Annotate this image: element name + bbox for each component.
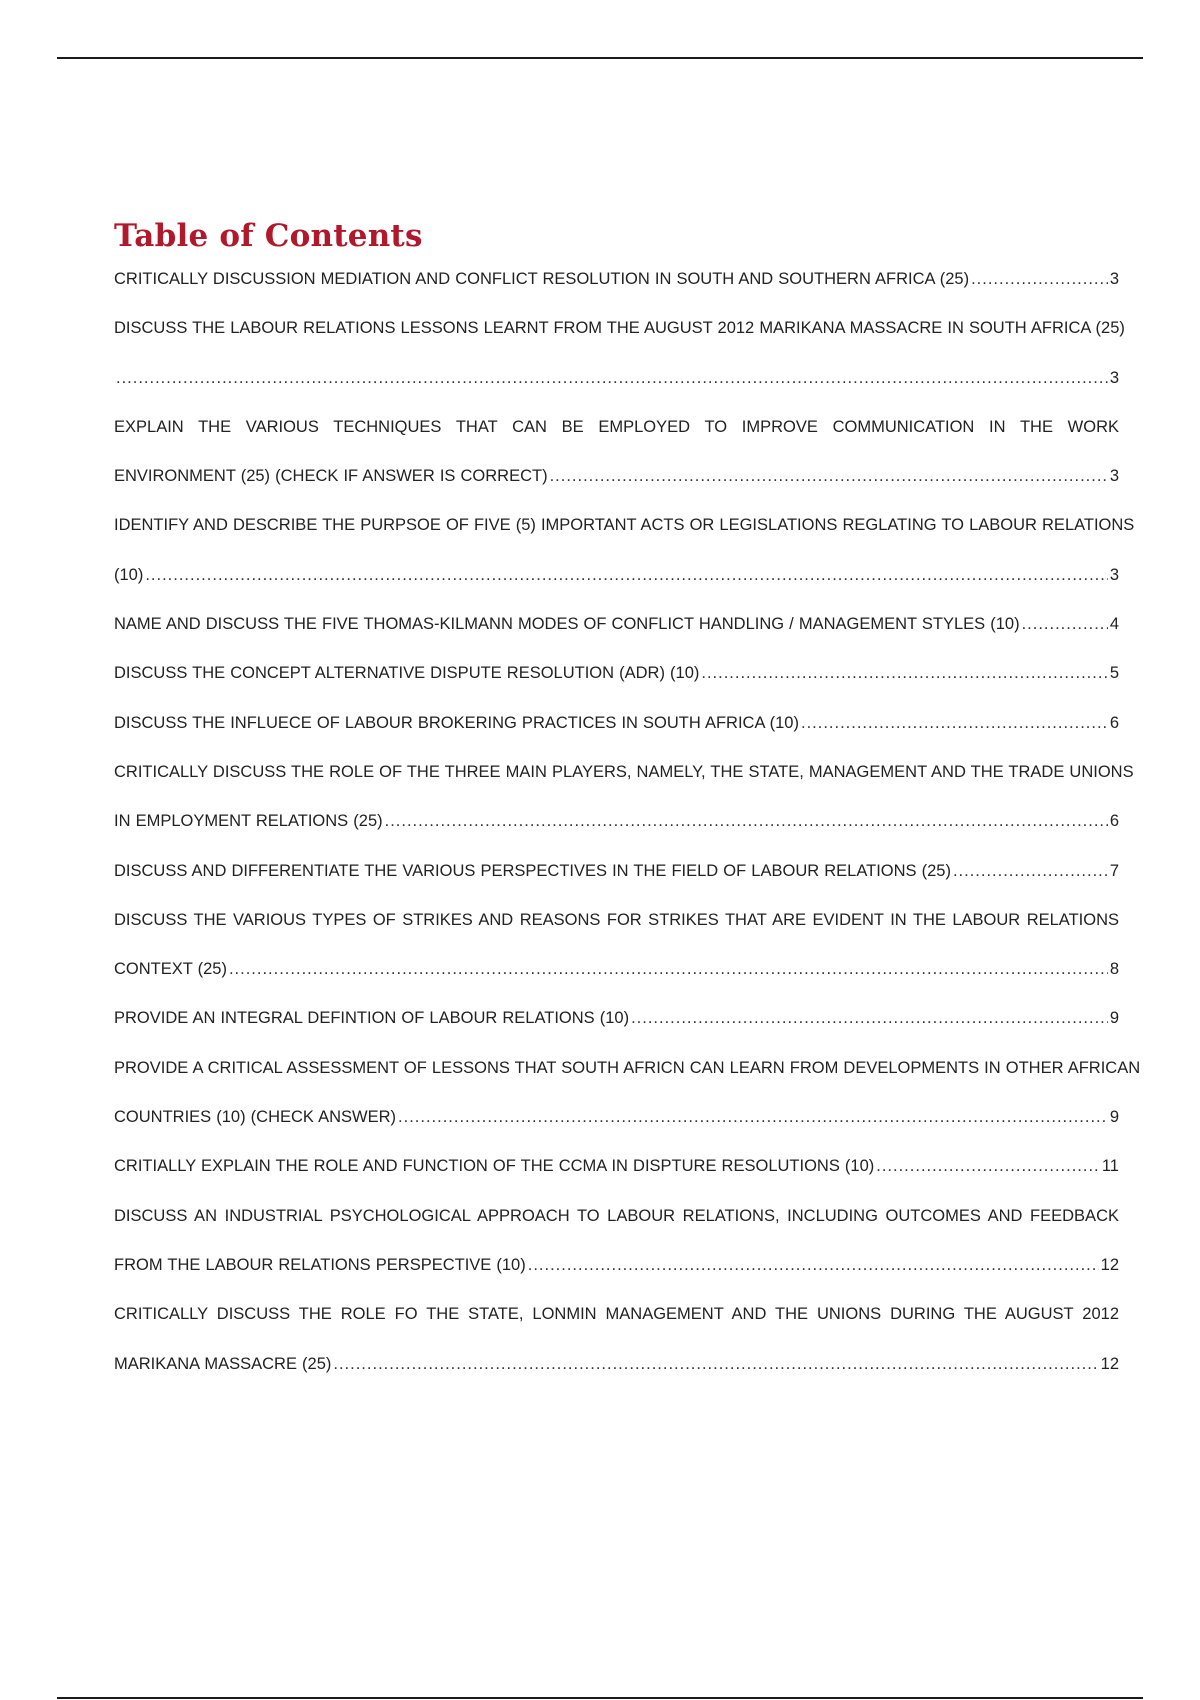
toc-entry-text: (10) [114, 565, 144, 584]
toc-entry[interactable] [114, 1044, 1141, 1143]
toc-dot-leader [971, 255, 1108, 304]
toc-entry-first-line: IDENTIFY AND DESCRIBE THE PURPSOE OF FIVE (5) IMPORTANT ACTS OR LEGISLATIONS REGLATING TO LABOUR RELATIONS [114, 516, 1135, 535]
toc-page-number: 4 [1109, 615, 1119, 634]
toc-entry-text: CRITICALLY DISCUSSION MEDIATION AND CONFLICT RESOLUTION IN SOUTH AND SOUTHERN AFRICA (25) [114, 270, 970, 288]
toc-dot-leader [876, 1142, 1100, 1191]
toc-page-number: 12 [1100, 1354, 1119, 1373]
toc-entry-last-line [114, 649, 1119, 698]
toc-entry[interactable] [114, 748, 1134, 847]
toc-page-number: 7 [1109, 861, 1119, 880]
toc-entry-last-line [114, 551, 1119, 600]
toc-dot-leader [631, 994, 1108, 1043]
toc-entry[interactable] [114, 304, 1125, 403]
toc-page-number: 6 [1109, 812, 1119, 831]
toc-entry[interactable] [114, 896, 1119, 995]
toc-entry-text: DISCUSS THE CONCEPT ALTERNATIVE DISPUTE RESOLUTION (ADR) (10) [114, 664, 700, 683]
toc-entry[interactable] [114, 649, 1119, 698]
toc-entry[interactable] [114, 699, 1119, 748]
toc-entry-first-line: EXPLAIN THE VARIOUS TECHNIQUES THAT CAN BE EMPLOYED TO IMPROVE COMMUNICATION IN THE WORK [114, 417, 1119, 436]
toc-entry[interactable] [114, 847, 1119, 896]
toc-list [114, 255, 1141, 1389]
toc-page-number: 11 [1101, 1157, 1119, 1176]
toc-page-number: 5 [1109, 664, 1119, 683]
toc-entry-last-line [114, 945, 1119, 994]
toc-entry-text: FROM THE LABOUR RELATIONS PERSPECTIVE (10) [114, 1255, 526, 1274]
toc-entry-text: CRITIALLY EXPLAIN THE ROLE AND FUNCTION OF THE CCMA IN DISPTURE RESOLUTIONS (10) [114, 1157, 875, 1176]
toc-entry-text: DISCUSS THE INFLUECE OF LABOUR BROKERING PRACTICES IN SOUTH AFRICA (10) [114, 713, 799, 732]
toc-entry[interactable] [114, 403, 1119, 502]
toc-entry-first-line: PROVIDE A CRITICAL ASSESSMENT OF LESSONS THAT SOUTH AFRICN CAN LEARN FROM DEVELOPMENTS IN OTHER AFRICAN [114, 1058, 1141, 1077]
toc-entry-last-line [114, 354, 1119, 403]
toc-page-number: 3 [1109, 467, 1119, 486]
toc-entry-last-line [114, 255, 1119, 304]
toc-entry[interactable] [114, 1192, 1119, 1291]
toc-page-number: 3 [1109, 565, 1119, 584]
toc-entry-last-line [114, 994, 1119, 1043]
toc-entry-text: PROVIDE AN INTEGRAL DEFINTION OF LABOUR RELATIONS (10) [114, 1009, 630, 1028]
toc-entry[interactable] [114, 1290, 1119, 1389]
toc-heading: Table of Contents [114, 218, 423, 254]
toc-entry-last-line [114, 847, 1119, 896]
toc-dot-leader [229, 945, 1108, 994]
header-rule [57, 57, 1143, 59]
toc-page-number: 6 [1109, 713, 1119, 732]
toc-page-number: 12 [1100, 1255, 1119, 1274]
toc-dot-leader [398, 1093, 1108, 1142]
toc-entry[interactable] [114, 600, 1119, 649]
toc-entry-first-line: DISCUSS THE VARIOUS TYPES OF STRIKES AND REASONS FOR STRIKES THAT ARE EVIDENT IN THE LABOUR RELATIONS [114, 910, 1119, 929]
toc-entry-last-line [114, 452, 1119, 501]
toc-page-number: 9 [1109, 1108, 1119, 1127]
toc-page-number: 9 [1109, 1009, 1119, 1028]
toc-entry-first-line: DISCUSS AN INDUSTRIAL PSYCHOLOGICAL APPROACH TO LABOUR RELATIONS, INCLUDING OUTCOMES AND FEEDBACK [114, 1206, 1119, 1225]
toc-entry-last-line [114, 1340, 1119, 1389]
toc-entry-text: ENVIRONMENT (25) (CHECK IF ANSWER IS CORRECT) [114, 467, 548, 486]
toc-dot-leader [116, 354, 1108, 403]
toc-dot-leader [145, 551, 1107, 600]
toc-entry-text: CONTEXT (25) [114, 960, 227, 979]
toc-entry[interactable] [114, 994, 1119, 1043]
toc-dot-leader [550, 452, 1108, 501]
toc-dot-leader [333, 1340, 1098, 1389]
toc-dot-leader [528, 1241, 1099, 1290]
toc-page-number: 3 [1109, 368, 1119, 387]
toc-page-number: 3 [1109, 270, 1119, 288]
toc-entry-text: NAME AND DISCUSS THE FIVE THOMAS-KILMANN MODES OF CONFLICT HANDLING / MANAGEMENT STYLES (10) [114, 615, 1020, 634]
toc-entry[interactable] [114, 1142, 1119, 1191]
toc-entry-last-line [114, 1241, 1119, 1290]
toc-entry[interactable] [114, 501, 1135, 600]
toc-entry-text: DISCUSS AND DIFFERENTIATE THE VARIOUS PERSPECTIVES IN THE FIELD OF LABOUR RELATIONS (25) [114, 861, 951, 880]
toc-dot-leader [801, 699, 1108, 748]
toc-entry-first-line: DISCUSS THE LABOUR RELATIONS LESSONS LEARNT FROM THE AUGUST 2012 MARIKANA MASSACRE IN SOUTH AFRICA (25) [114, 319, 1125, 338]
toc-entry-text: COUNTRIES (10) (CHECK ANSWER) [114, 1108, 397, 1127]
toc-entry-last-line [114, 600, 1119, 649]
toc-dot-leader [385, 797, 1108, 846]
toc-entry-last-line [114, 1142, 1119, 1191]
toc-entry-first-line: CRITICALLY DISCUSS THE ROLE FO THE STATE, LONMIN MANAGEMENT AND THE UNIONS DURING THE AUGUST 2012 [114, 1305, 1119, 1324]
footer-rule [57, 1697, 1143, 1699]
toc-entry-last-line [114, 699, 1119, 748]
toc-dot-leader [953, 847, 1108, 896]
toc-page-number: 8 [1109, 960, 1119, 979]
toc-entry-last-line [114, 797, 1119, 846]
toc-dot-leader [1022, 600, 1108, 649]
toc-entry-last-line [114, 1093, 1119, 1142]
toc-entry-text: MARIKANA MASSACRE (25) [114, 1354, 332, 1373]
toc-entry-text: IN EMPLOYMENT RELATIONS (25) [114, 812, 383, 831]
toc-entry-first-line: CRITICALLY DISCUSS THE ROLE OF THE THREE MAIN PLAYERS, NAMELY, THE STATE, MANAGEMENT AND THE TRADE UNIONS [114, 762, 1134, 781]
toc-entry[interactable] [114, 255, 1119, 304]
toc-dot-leader [701, 649, 1107, 698]
